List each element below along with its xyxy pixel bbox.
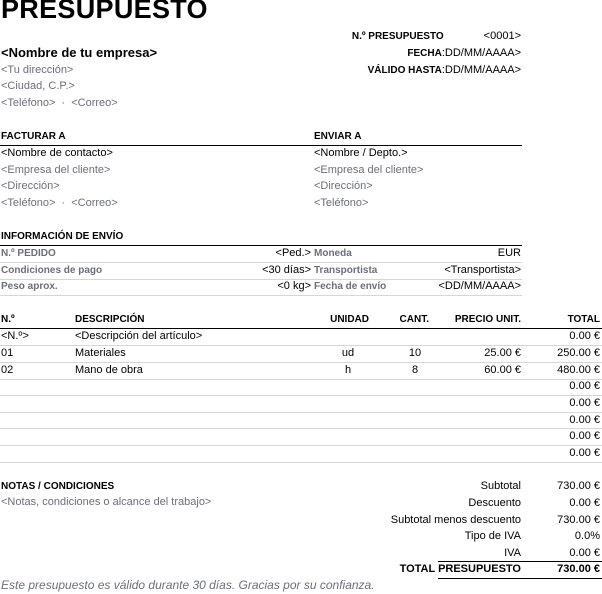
bill-address: <Dirección> [1,180,60,192]
discount-value: 0.00 € [569,497,600,509]
item-no: 02 [1,364,14,376]
item-unit: ud [341,347,355,359]
ship-company: <Empresa del cliente> [314,164,424,176]
payment-terms-value: <30 días> [262,264,311,276]
item-price: 60.00 € [484,364,521,376]
row-divider [0,379,602,380]
order-number-label: N.º PEDIDO [1,248,56,259]
bill-to-heading: FACTURAR A [1,131,66,142]
col-total-header: TOTAL [567,314,600,325]
item-no: 01 [1,347,14,359]
address-divider [0,145,522,146]
row-divider [0,395,602,396]
total-bottom-rule [438,578,602,579]
quote-number [291,30,521,42]
order-number-value: <Ped.> [275,247,311,259]
notes-heading: NOTAS / CONDICIONES [1,481,115,492]
quote-number-value: <0001> [483,30,521,42]
row-divider [0,295,522,296]
company-contact [1,97,118,109]
item-total: 0.00 € [569,397,600,409]
payment-terms-label: Condiciones de pago [1,265,103,276]
tax-value: 0.00 € [569,547,600,559]
separator-dot: · [61,97,66,109]
quote-date [291,47,521,59]
item-unit: h [344,364,352,376]
separator-dot: · [61,197,66,209]
item-total: 250.00 € [557,347,600,359]
quote-number-label: N.º PRESUPUESTO [351,31,444,42]
discount-label: Descuento [468,497,521,509]
total-top-rule [438,561,602,562]
carrier-label: Transportista [314,265,378,276]
subtotal-less-discount-value: 730.00 € [557,514,600,526]
item-price: 25.00 € [484,347,521,359]
item-qty: 8 [411,364,419,376]
item-total: 0.00 € [569,380,600,392]
item-desc: Materiales [75,347,126,359]
items-header-divider [0,328,602,329]
item-total: 0.00 € [569,330,600,342]
company-email: <Correo> [71,97,118,109]
bill-company: <Empresa del cliente> [1,164,111,176]
item-total: 0.00 € [569,430,600,442]
col-unit-header: UNIDAD [330,314,369,325]
row-divider [0,345,602,346]
row-divider [0,262,522,263]
tax-rate-value: 0.0% [574,530,600,542]
company-phone: <Teléfono> [1,97,56,109]
tax-rate-label: Tipo de IVA [464,530,521,542]
quote-valid-until [291,64,521,76]
currency-value: EUR [497,247,521,259]
row-divider [0,462,602,463]
item-qty: 10 [408,347,422,359]
ship-to-heading: ENVIAR A [314,131,362,142]
notes-text: <Notas, condiciones o alcance del trabajo> [1,496,212,508]
company-address: <Tu dirección> [1,64,74,76]
shipping-heading: INFORMACIÓN DE ENVÍO [1,231,124,242]
col-no-header: N.º [1,314,15,325]
row-divider [0,428,602,429]
item-no: <N.º> [1,330,29,342]
item-total: 0.00 € [569,447,600,459]
row-divider [0,412,602,413]
carrier-value: <Transportista> [444,264,521,276]
ship-date-label: Fecha de envío [314,281,387,292]
page-title: PRESUPUESTO [1,0,208,24]
item-desc: Mano de obra [75,364,143,376]
tax-label: IVA [504,547,521,559]
col-desc-header: DESCRIPCIÓN [75,314,145,325]
weight-label: Peso aprox. [1,281,58,292]
footer-note: Este presupuesto es válido durante 30 días. Gracias por su confianza. [1,578,375,592]
item-total: 0.00 € [569,414,600,426]
weight-value: <0 kg> [277,280,311,292]
quote-date-value: :DD/MM/AAAA> [441,47,521,59]
company-name: <Nombre de tu empresa> [1,45,158,60]
company-city: <Ciudad, C.P.> [1,80,75,92]
valid-until-label: VÁLIDO HASTA [367,65,442,76]
ship-date-value: <DD/MM/AAAA> [438,280,521,292]
row-divider [0,445,602,446]
item-total: 480.00 € [557,364,600,376]
ship-name: <Nombre / Depto.> [314,147,408,159]
bill-contact: <Nombre de contacto> [1,147,113,159]
bill-phone: <Teléfono> [1,197,56,209]
currency-label: Moneda [314,248,352,259]
subtotal-value: 730.00 € [557,480,600,492]
col-qty-header: CANT. [399,314,429,325]
col-price-header: PRECIO UNIT. [454,314,521,325]
subtotal-label: Subtotal [480,480,521,492]
shipping-divider [0,245,522,246]
valid-until-value: :DD/MM/AAAA> [441,64,521,76]
ship-phone: <Teléfono> [314,197,369,209]
ship-address: <Dirección> [314,180,373,192]
bill-email: <Correo> [71,197,118,209]
quote-date-label: FECHA [407,48,442,59]
item-desc: <Descripción del artículo> [75,330,203,342]
subtotal-less-discount-label: Subtotal menos descuento [390,514,521,526]
bill-contact-info [1,197,118,209]
row-divider [0,362,602,363]
total-label: TOTAL PRESUPUESTO [399,563,521,575]
total-value: 730.00 € [557,563,600,575]
